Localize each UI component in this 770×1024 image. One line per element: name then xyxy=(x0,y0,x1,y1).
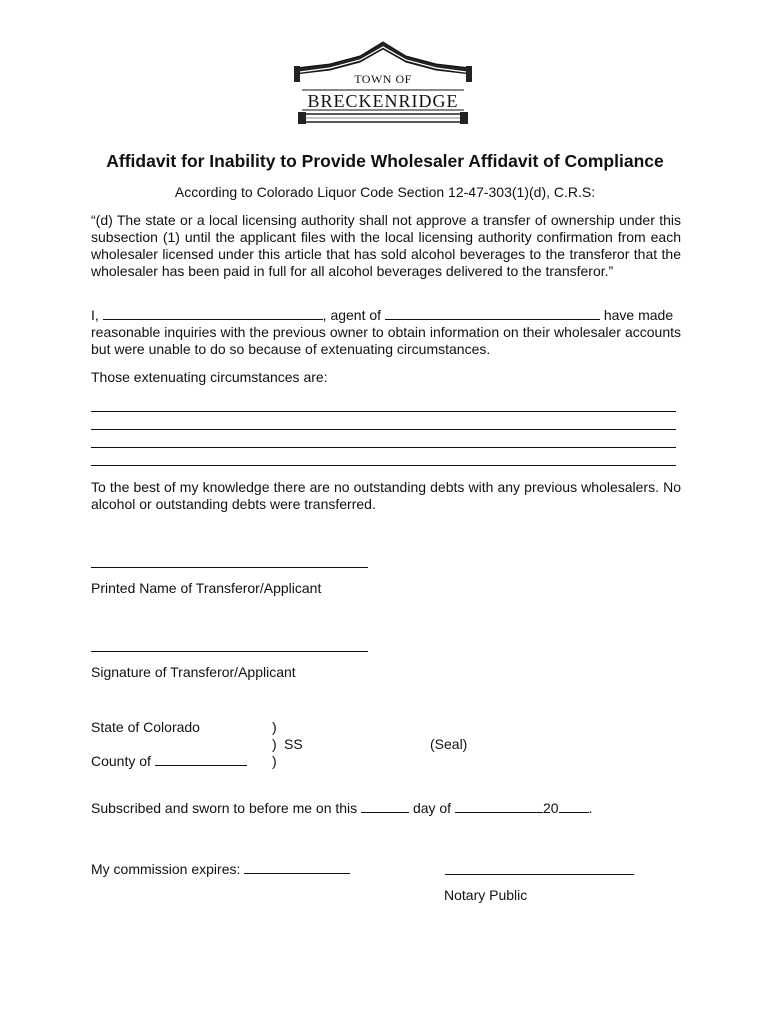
county-label: County of xyxy=(91,753,151,769)
logo-breckenridge-text: BRECKENRIDGE xyxy=(307,91,459,111)
agent-of-blank[interactable] xyxy=(385,306,600,320)
circumstances-label: Those extenuating circumstances are: xyxy=(91,369,328,385)
quote-line: subsection (1) until the applicant files with the local licensing authority confirmation from each xyxy=(91,229,681,245)
circumstance-line[interactable] xyxy=(91,429,676,430)
commission-blank[interactable] xyxy=(244,860,350,874)
county-line xyxy=(91,752,247,770)
year-prefix: 20 xyxy=(542,800,559,816)
circumstance-line[interactable] xyxy=(91,411,676,412)
statute-quote xyxy=(91,212,681,280)
statement-line-3: but were unable to do so because of extenuating circumstances. xyxy=(91,341,491,357)
day-of-text: day of xyxy=(412,800,452,816)
statement-paragraph xyxy=(91,306,681,358)
quote-line: “(d) The state or a local licensing authority shall not approve a transfer of ownership under this xyxy=(91,212,681,228)
logo-town-of-text: TOWN OF xyxy=(354,72,412,86)
knowledge-paragraph xyxy=(91,479,681,513)
commission-label: My commission expires: xyxy=(91,861,241,877)
county-blank[interactable] xyxy=(155,752,247,766)
statement-have-made: have made xyxy=(603,307,674,323)
document-title: Affidavit for Inability to Provide Wholesaler Affidavit of Compliance xyxy=(106,151,664,171)
statement-prefix: I, xyxy=(91,307,99,323)
knowledge-line: alcohol or outstanding debts were transferred. xyxy=(91,496,376,512)
town-logo xyxy=(288,38,478,130)
printed-name-line[interactable] xyxy=(91,567,368,568)
quote-line: wholesaler licensed under this article that has sold alcohol beverages to the transferor that the xyxy=(91,246,681,262)
statement-line-2: reasonable inquiries with the previous owner to obtain information on their wholesaler accounts xyxy=(91,324,681,340)
circumstance-line[interactable] xyxy=(91,465,676,466)
notary-public-label: Notary Public xyxy=(444,887,528,903)
year-blank[interactable] xyxy=(559,799,589,813)
seal-label: (Seal) xyxy=(430,736,468,752)
paren: ) xyxy=(272,736,277,752)
commission-line xyxy=(91,860,350,878)
citation-line: According to Colorado Liquor Code Section 12-47-303(1)(d), C.R.S: xyxy=(174,184,596,200)
day-blank[interactable] xyxy=(361,799,409,813)
paren: ) xyxy=(272,719,277,735)
statement-agent-of: , agent of xyxy=(322,307,382,323)
circumstance-line[interactable] xyxy=(91,447,676,448)
state-label: State of Colorado xyxy=(91,719,200,735)
month-blank[interactable] xyxy=(455,799,543,813)
paren: ) xyxy=(272,753,277,769)
statement-line-1 xyxy=(91,306,681,324)
subscribed-text: Subscribed and sworn to before me on this xyxy=(91,800,358,816)
knowledge-line: To the best of my knowledge there are no outstanding debts with any previous wholesalers. No xyxy=(91,479,681,495)
period: . xyxy=(588,800,593,816)
transferor-name-blank[interactable] xyxy=(103,306,323,320)
printed-name-label: Printed Name of Transferor/Applicant xyxy=(91,580,322,596)
signature-label: Signature of Transferor/Applicant xyxy=(91,664,296,680)
ss-label: SS xyxy=(284,736,303,752)
quote-line: wholesaler has been paid in full for all alcohol beverages delivered to the transferor.” xyxy=(91,263,614,279)
subscribed-line xyxy=(91,799,592,817)
signature-line[interactable] xyxy=(91,651,368,652)
notary-signature-line[interactable] xyxy=(445,874,634,875)
